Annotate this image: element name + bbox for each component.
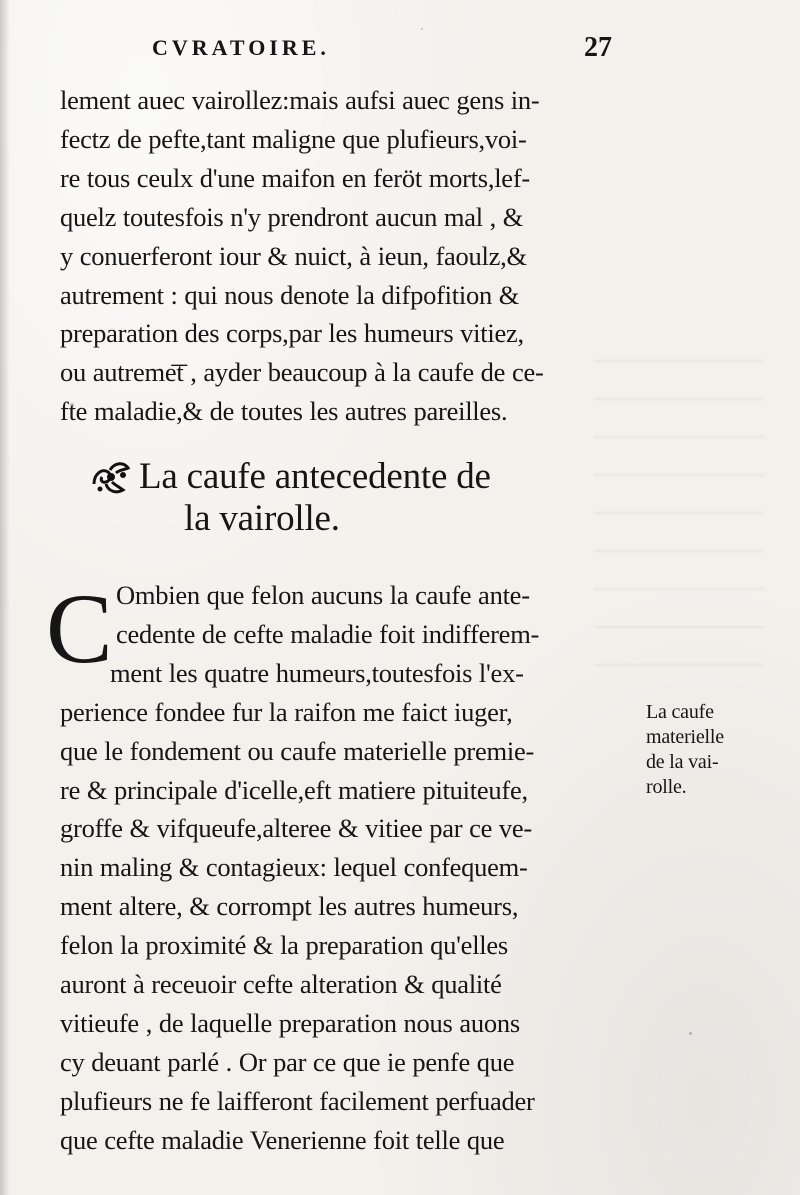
text-line: lement auec vairollez:mais aufsi auec gens in- xyxy=(60,85,540,115)
ink-speck xyxy=(70,403,74,407)
text-line: cy deuant parlé . Or par ce que ie penfe que xyxy=(60,1046,515,1077)
text-line: que cefte maladie Venerienne foit telle que xyxy=(60,1124,505,1155)
text-line: ment les quatre humeurs,toutesfois l'ex- xyxy=(110,657,524,688)
page-number: 27 xyxy=(584,32,612,63)
text-line: y conuerferont iour & nuict, à ieun, faoulz,& xyxy=(60,240,527,271)
text-line: perience fondee fur la raifon me faict iuger, xyxy=(60,696,513,727)
section-heading-line: La caufe antecedente de xyxy=(139,456,491,497)
ink-speck xyxy=(421,28,423,30)
text-line: preparation des corps,par les humeurs vitiez, xyxy=(60,318,524,349)
text-line: nin maling & contagieux: lequel confequem- xyxy=(60,852,528,883)
text-line: ou autreme͞t , ayder beaucoup à la caufe de ce- xyxy=(60,357,544,388)
section-body xyxy=(60,576,630,1160)
margin-note xyxy=(646,700,756,800)
top-paragraph xyxy=(60,81,630,431)
running-head: CVRATOIRE. xyxy=(152,35,330,60)
section-heading xyxy=(88,456,608,556)
text-line: Ombien que felon aucuns la caufe ante- xyxy=(116,580,530,610)
text-line: re & principale d'icelle,eft matiere pituiteufe, xyxy=(60,774,528,805)
section-heading-line: la vairolle. xyxy=(184,498,340,539)
text-line: que le fondement ou caufe materielle premie- xyxy=(60,735,535,766)
text-line: groffe & vifqueufe,alteree & vitiee par ce ve- xyxy=(60,813,532,844)
text-line: felon la proximité & la preparation qu'elles xyxy=(60,930,508,961)
text-line: re tous ceulx d'une maifon en feröt morts,lef- xyxy=(60,162,530,193)
text-line: cedente de cefte maladie foit indifferem- xyxy=(116,618,540,649)
text-line: plufieurs ne fe laifferont facilement perfuader xyxy=(60,1085,535,1116)
text-line: autrement : qui nous denote la difpofition & xyxy=(60,279,520,310)
text-line: quelz toutesfois n'y prendront aucun mal , & xyxy=(60,201,524,232)
text-line: fte maladie,& de toutes les autres pareilles. xyxy=(60,396,508,427)
fleuron-icon xyxy=(88,456,134,502)
text-line: auront à receuoir cefte alteration & qualité xyxy=(60,969,502,1000)
margin-note-line: rolle. xyxy=(646,776,687,798)
ink-speck xyxy=(689,1032,692,1035)
margin-note-line: La caufe xyxy=(646,701,714,723)
text-line: vitieufe , de laquelle preparation nous auons xyxy=(60,1007,520,1038)
page-edge-shadow xyxy=(0,0,10,1195)
text-line: fectz de pefte,tant maligne que plufieurs,voi- xyxy=(60,123,527,154)
margin-note-line: de la vai- xyxy=(646,751,719,773)
page-header xyxy=(152,32,612,75)
drop-cap: C xyxy=(46,573,113,684)
margin-note-line: materielle xyxy=(646,726,724,748)
text-line: ment altere, & corrompt les autres humeurs, xyxy=(60,891,519,922)
